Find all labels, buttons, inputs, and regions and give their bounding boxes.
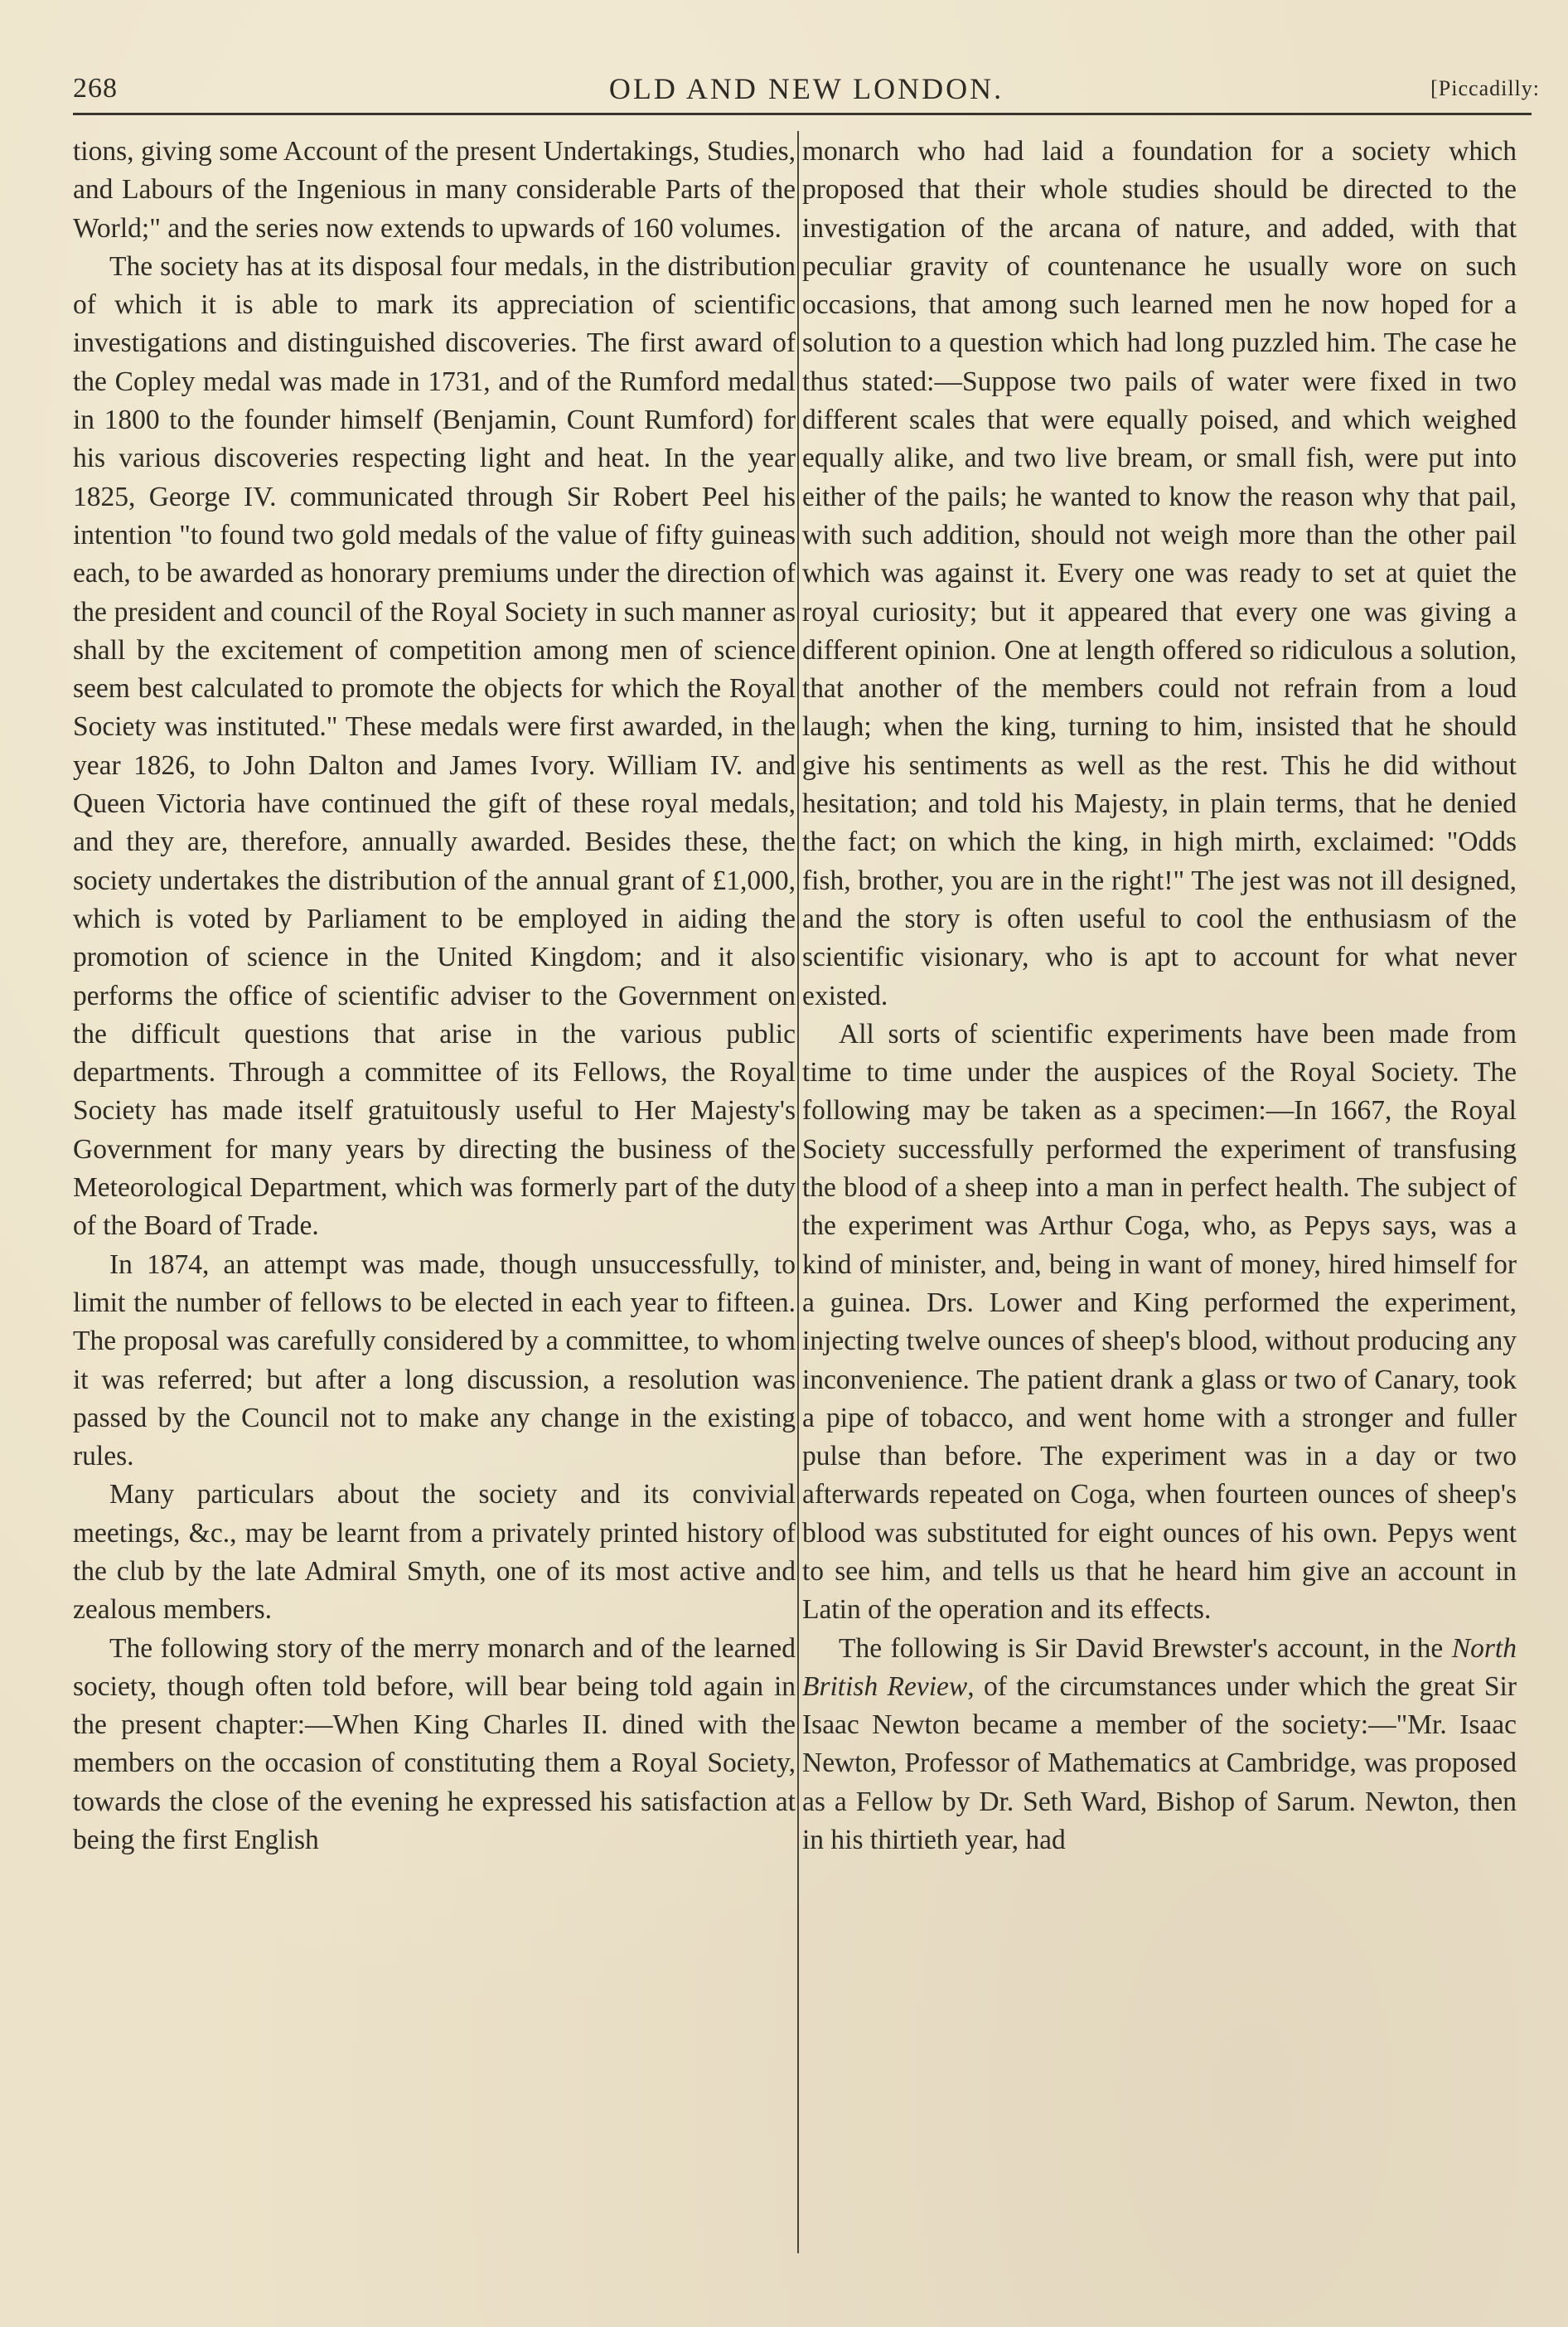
left-paragraph-1: tions, giving some Account of the present Undertakings, Studies, and Labours of the Ingenious in many considerable Parts of the World;" and the series now extends to upwards of 160 volumes. <box>73 136 796 244</box>
left-paragraph-5: The following story of the merry monarch and of the learned society, though often told before, will bear being told again in the present chapter:—When King Charles II. dined with the members on the occasion of constituting them a Royal Society, towards the close of the evening he expressed his satisfaction at being the first English <box>73 1632 796 1856</box>
column-divider <box>797 131 799 2253</box>
left-paragraph-4: Many particulars about the society and its convivial meetings, &c., may be learnt from a privately printed history of the club by the late Admiral Smyth, one of its most active and zealous members. <box>73 1479 796 1626</box>
right-column <box>802 133 1517 1859</box>
left-paragraph-2: The society has at its disposal four medals, in the distribution of which it is able to mark its appreciation of scientific investigations and distinguished discoveries. The first award of the Copley medal was made in 1731, and of the Rumford medal in 1800 to the founder himself (Benjamin, Count Rumford) for his various discoveries respecting light and heat. In the year 1825, George IV. communicated through Sir Robert Peel his intention "to found two gold medals of the value of fifty guineas each, to be awarded as honorary premiums under the direction of the president and council of the Royal Society in such manner as shall by the excitement of competition among men of science seem best calculated to promote the objects for which the Royal Society was instituted." These medals were first awarded, in the year 1826, to John Dalton and James Ivory. William IV. and Queen Victoria have continued the gift of these royal medals, and they are, therefore, annually awarded. Besides these, the society undertakes the distribution of the annual grant of £1,000, which is voted by Parliament to be employed in aiding the promotion of science in the United Kingdom; and it also performs the office of scientific adviser to the Government on the difficult questions that arise in the various public departments. Through a committee of its Fellows, the Royal Society has made itself gratuitously useful to Her Majesty's Government for many years by directing the business of the Meteorological Department, which was formerly part of the duty of the Board of Trade. <box>73 250 796 1242</box>
right-paragraph-2: All sorts of scientific experiments have been made from time to time under the auspices of the Royal Society. The following may be taken as a specimen:—In 1667, the Royal Society successfully performed the experiment of transfusing the blood of a sheep into a man in perfect health. The subject of the experiment was Arthur Coga, who, as Pepys says, was a kind of minister, and, being in want of money, hired himself for a guinea. Drs. Lower and King performed the experiment, injecting twelve ounces of sheep's blood, without producing any inconvenience. The patient drank a glass or two of Canary, took a pipe of tobacco, and went home with a stronger and fuller pulse than before. The experiment was in a day or two afterwards repeated on Coga, when fourteen ounces of sheep's blood was substituted for eight ounces of his own. Pepys went to see him, and tells us that he heard him give an account in Latin of the operation and its effects. <box>802 1018 1517 1626</box>
running-header <box>73 68 1540 109</box>
left-paragraph-3: In 1874, an attempt was made, though unsuccessfully, to limit the number of fellows to be elected in each year to fifteen. The proposal was carefully considered by a committee, to whom it was referred; but after a long discussion, a resolution was passed by the Council not to make any change in the existing rules. <box>73 1248 796 1472</box>
section-tag: [Piccadilly: <box>1430 76 1540 100</box>
left-column <box>73 133 796 1859</box>
right-paragraph-3-rest: , of the circumstances under which the great Sir Isaac Newton became a member of the society:—"Mr. Isaac Newton, Professor of Mathematics at Cambridge, was proposed as a Fellow by Dr. Seth Ward, Bishop of Sarum. Newton, then in his thirtieth year, had <box>802 1670 1517 1856</box>
journal-title: North British Review <box>802 1632 1517 1702</box>
header-rule <box>73 113 1532 115</box>
running-title: OLD AND NEW LONDON. <box>608 72 1004 105</box>
right-paragraph-3 <box>802 1630 1517 1860</box>
page-number: 268 <box>73 73 118 104</box>
right-paragraph-3-lead: The following is Sir David Brewster's account, in the <box>839 1632 1452 1664</box>
right-paragraph-1: monarch who had laid a foundation for a society which proposed that their whole studies should be directed to the investigation of the arcana of nature, and added, with that peculiar gravity of countenance he usually wore on such occasions, that among such learned men he now hoped for a solution to a question which had long puzzled him. The case he thus stated:—Suppose two pails of water were fixed in two different scales that were equally poised, and which weighed equally alike, and two live bream, or small fish, were put into either of the pails; he wanted to know the reason why that pail, with such addition, should not weigh more than the other pail which was against it. Every one was ready to set at quiet the royal curiosity; but it appeared that every one was giving a different opinion. One at length offered so ridiculous a solution, that another of the members could not refrain from a loud laugh; when the king, turning to him, insisted that he should give his sentiments as well as the rest. This he did without hesitation; and told his Majesty, in plain terms, that he denied the fact; on which the king, in high mirth, exclaimed: "Odds fish, brother, you are in the right!" The jest was not ill designed, and the story is often useful to cool the enthusiasm of the scientific visionary, who is apt to account for what never existed. <box>802 136 1517 1011</box>
